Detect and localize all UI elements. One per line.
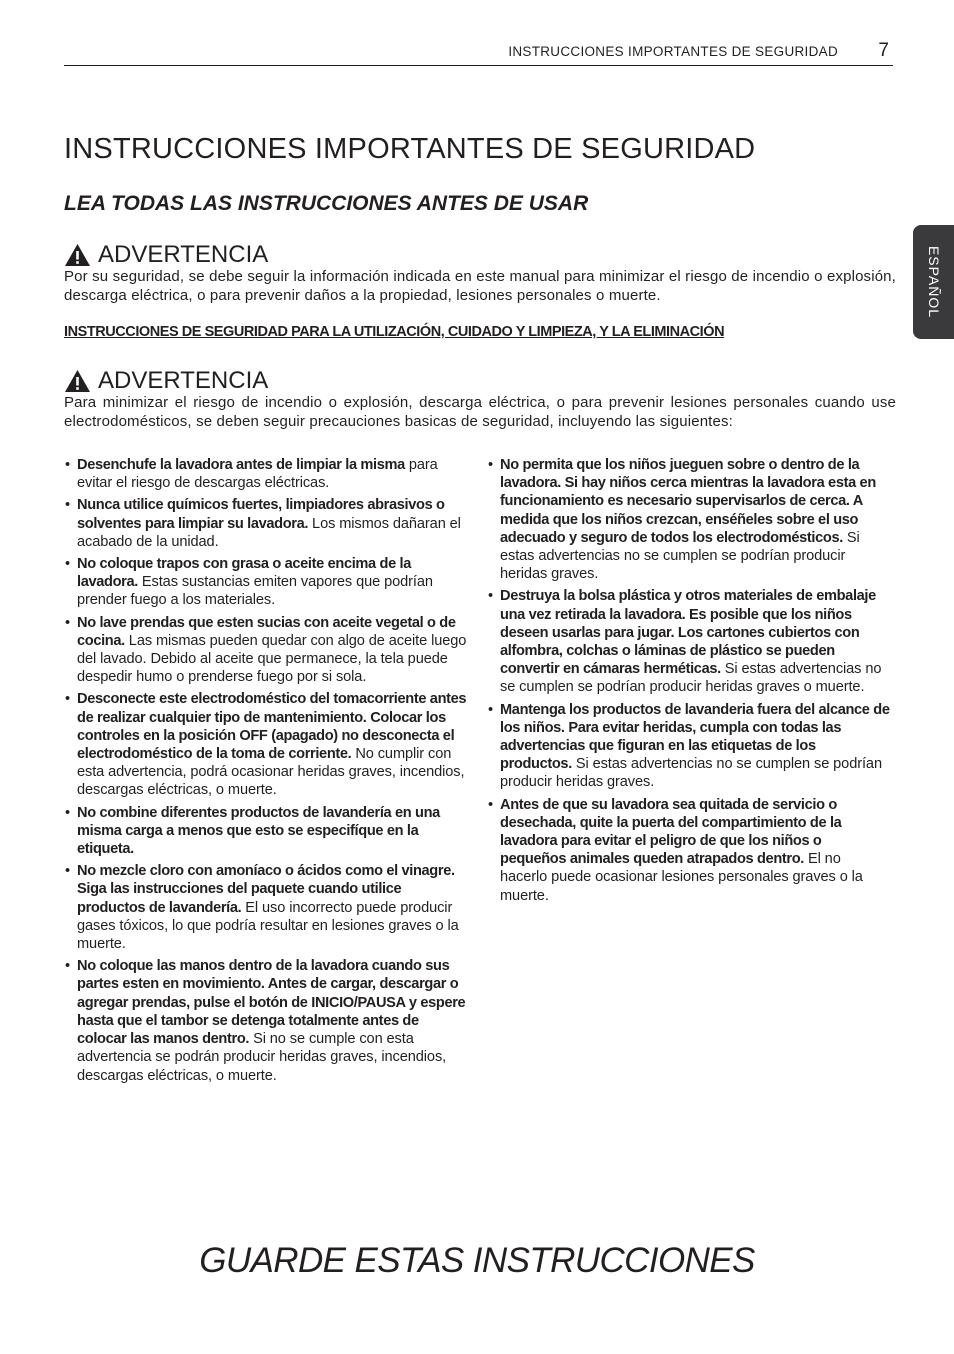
item-bold-text: No combine diferentes productos de lavandería en una misma carga a menos que esto se especifíque en la etiqueta. <box>77 804 440 858</box>
item-text: El uso incorrecto puede producir gases tóxicos, lo que podría resultar en lesiones graves o la muerte. <box>77 899 459 953</box>
item-bold-text: No lave prendas que esten sucias con aceite vegetal o de cocina. <box>77 614 456 649</box>
language-tab-label: ESPAÑOL <box>925 245 942 319</box>
item-text: No cumplir con esta advertencia, podrá ocasionar heridas graves, incendios, descargas eléctricas, o muerte. <box>77 746 465 799</box>
list-item <box>64 456 467 492</box>
item-bold-text: Antes de que su lavadora sea quitada de servicio o desechada, quite la puerta del compartimiento de la lavadora para evitar el peligro de que los niños o pequeños animales queden atrapados dentro. <box>500 796 842 868</box>
item-bold-text: No mezcle cloro con amoníaco o ácidos como el vinagre. Siga las instrucciones del paquete cuando utilice productos de lavandería. <box>77 863 455 916</box>
warning-triangle-icon <box>64 243 91 267</box>
page-title: INSTRUCCIONES IMPORTANTES DE SEGURIDAD <box>64 133 756 165</box>
list-item <box>64 496 467 551</box>
item-text: Los mismos dañaran el acabado de la unidad. <box>77 515 461 550</box>
warning-triangle-icon <box>64 369 91 393</box>
safety-list-right <box>487 456 890 909</box>
item-text: para evitar el riesgo de descargas eléctricas. <box>77 457 438 492</box>
list-item <box>487 701 890 792</box>
warning-text-1: Por su seguridad, se debe seguir la información indicada en este manual para minimizar el riesgo de incendio o explosión, descarga eléctrica, o para prevenir daños a la propiedad, lesiones personales o muerte. <box>64 268 896 304</box>
list-item <box>64 804 467 859</box>
item-bold-text: Desconecte este electrodoméstico del tomacorriente antes de realizar cualquier tipo de mantenimiento. Colocar los controles en la posición OFF (apagado) no desconecta el electrodoméstico de la toma de corriente. <box>77 691 467 763</box>
warning-heading-label: ADVERTENCIA <box>98 241 269 268</box>
header-title: INSTRUCCIONES IMPORTANTES DE SEGURIDAD <box>508 44 838 59</box>
language-tab <box>913 225 954 339</box>
footer-title: GUARDE ESTAS INSTRUCCIONES <box>199 1241 755 1280</box>
warning-text-2: Para minimizar el riesgo de incendio o explosión, descarga eléctrica, o para prevenir lesiones personales cuando use electrodomésticos, se deben seguir precauciones basicas de seguridad, incluyendo las siguientes: <box>64 394 896 430</box>
page-header <box>64 40 893 66</box>
item-text: Si estas advertencias no se cumplen se podrían producir heridas graves. <box>500 529 860 583</box>
page-number: 7 <box>878 40 889 61</box>
list-item <box>64 690 467 799</box>
list-item <box>487 456 890 583</box>
item-text: Estas sustancias emiten vapores que podrían prender fuego a los materiales. <box>77 574 433 609</box>
section-heading: INSTRUCCIONES DE SEGURIDAD PARA LA UTILIZACIÓN, CUIDADO Y LIMPIEZA, Y LA ELIMINACIÓN <box>64 324 725 340</box>
list-item <box>64 614 467 687</box>
item-text: Si estas advertencias no se cumplen se podrían producir heridas graves o muerte. <box>500 661 882 696</box>
item-bold-text: Mantenga los productos de lavanderia fuera del alcance de los niños. Para evitar heridas, cumpla con todas las advertencias que figuran en las etiquetas de los productos. <box>500 701 890 773</box>
warning-heading-label: ADVERTENCIA <box>98 367 269 394</box>
safety-list-left <box>64 456 467 1089</box>
page-subtitle: LEA TODAS LAS INSTRUCCIONES ANTES DE USAR <box>64 192 589 215</box>
list-item <box>64 957 467 1084</box>
item-bold-text: No permita que los niños jueguen sobre o dentro de la lavadora. Si hay niños cerca mientras la lavadora esta en funcionamiento es necesario supervisarlos de cerca. A medida que los niños crezcan, enséñeles sobre el uso adecuado y seguro de todos los electrodomésticos. <box>500 457 876 546</box>
item-text: El no hacerlo puede ocasionar lesiones personales graves o la muerte. <box>500 851 863 904</box>
item-bold-text: Nunca utilice químicos fuertes, limpiadores abrasivos o solventes para limpiar su lavadora. <box>77 497 445 532</box>
list-item <box>64 555 467 610</box>
item-bold-text: No coloque las manos dentro de la lavadora cuando sus partes esten en movimiento. Antes de cargar, descargar o agregar prendas, pulse el botón de INICIO/PAUSA y espere hasta que el tambor se detenga totalmente antes de colocar las manos dentro. <box>77 958 466 1048</box>
warning-heading-1 <box>64 241 268 269</box>
item-text: Las mismas pueden quedar con algo de aceite luego del lavado. Debido al aceite que permanece, la tela puede despedir humo o prenderse fuego por si sola. <box>77 632 467 686</box>
warning-heading-2 <box>64 367 268 395</box>
item-bold-text: No coloque trapos con grasa o aceite encima de la lavadora. <box>77 556 412 591</box>
list-item <box>487 587 890 696</box>
item-bold-text: Desenchufe la lavadora antes de limpiar la misma <box>77 457 405 473</box>
item-text: Si estas advertencias no se cumplen se podrían producir heridas graves. <box>500 756 882 791</box>
list-item <box>64 862 467 953</box>
item-text: Si no se cumple con esta advertencia se podrán producir heridas graves, incendios, descargas eléctricas, o muerte. <box>77 1031 447 1084</box>
item-bold-text: Destruya la bolsa plástica y otros materiales de embalaje una vez retirada la lavadora. Es posible que los niños deseen usarlas para jugar. Los cartones cubiertos con alfombra, colchas o láminas de plástico se pueden convertir en cámaras herméticas. <box>500 588 876 678</box>
list-item <box>487 796 890 905</box>
